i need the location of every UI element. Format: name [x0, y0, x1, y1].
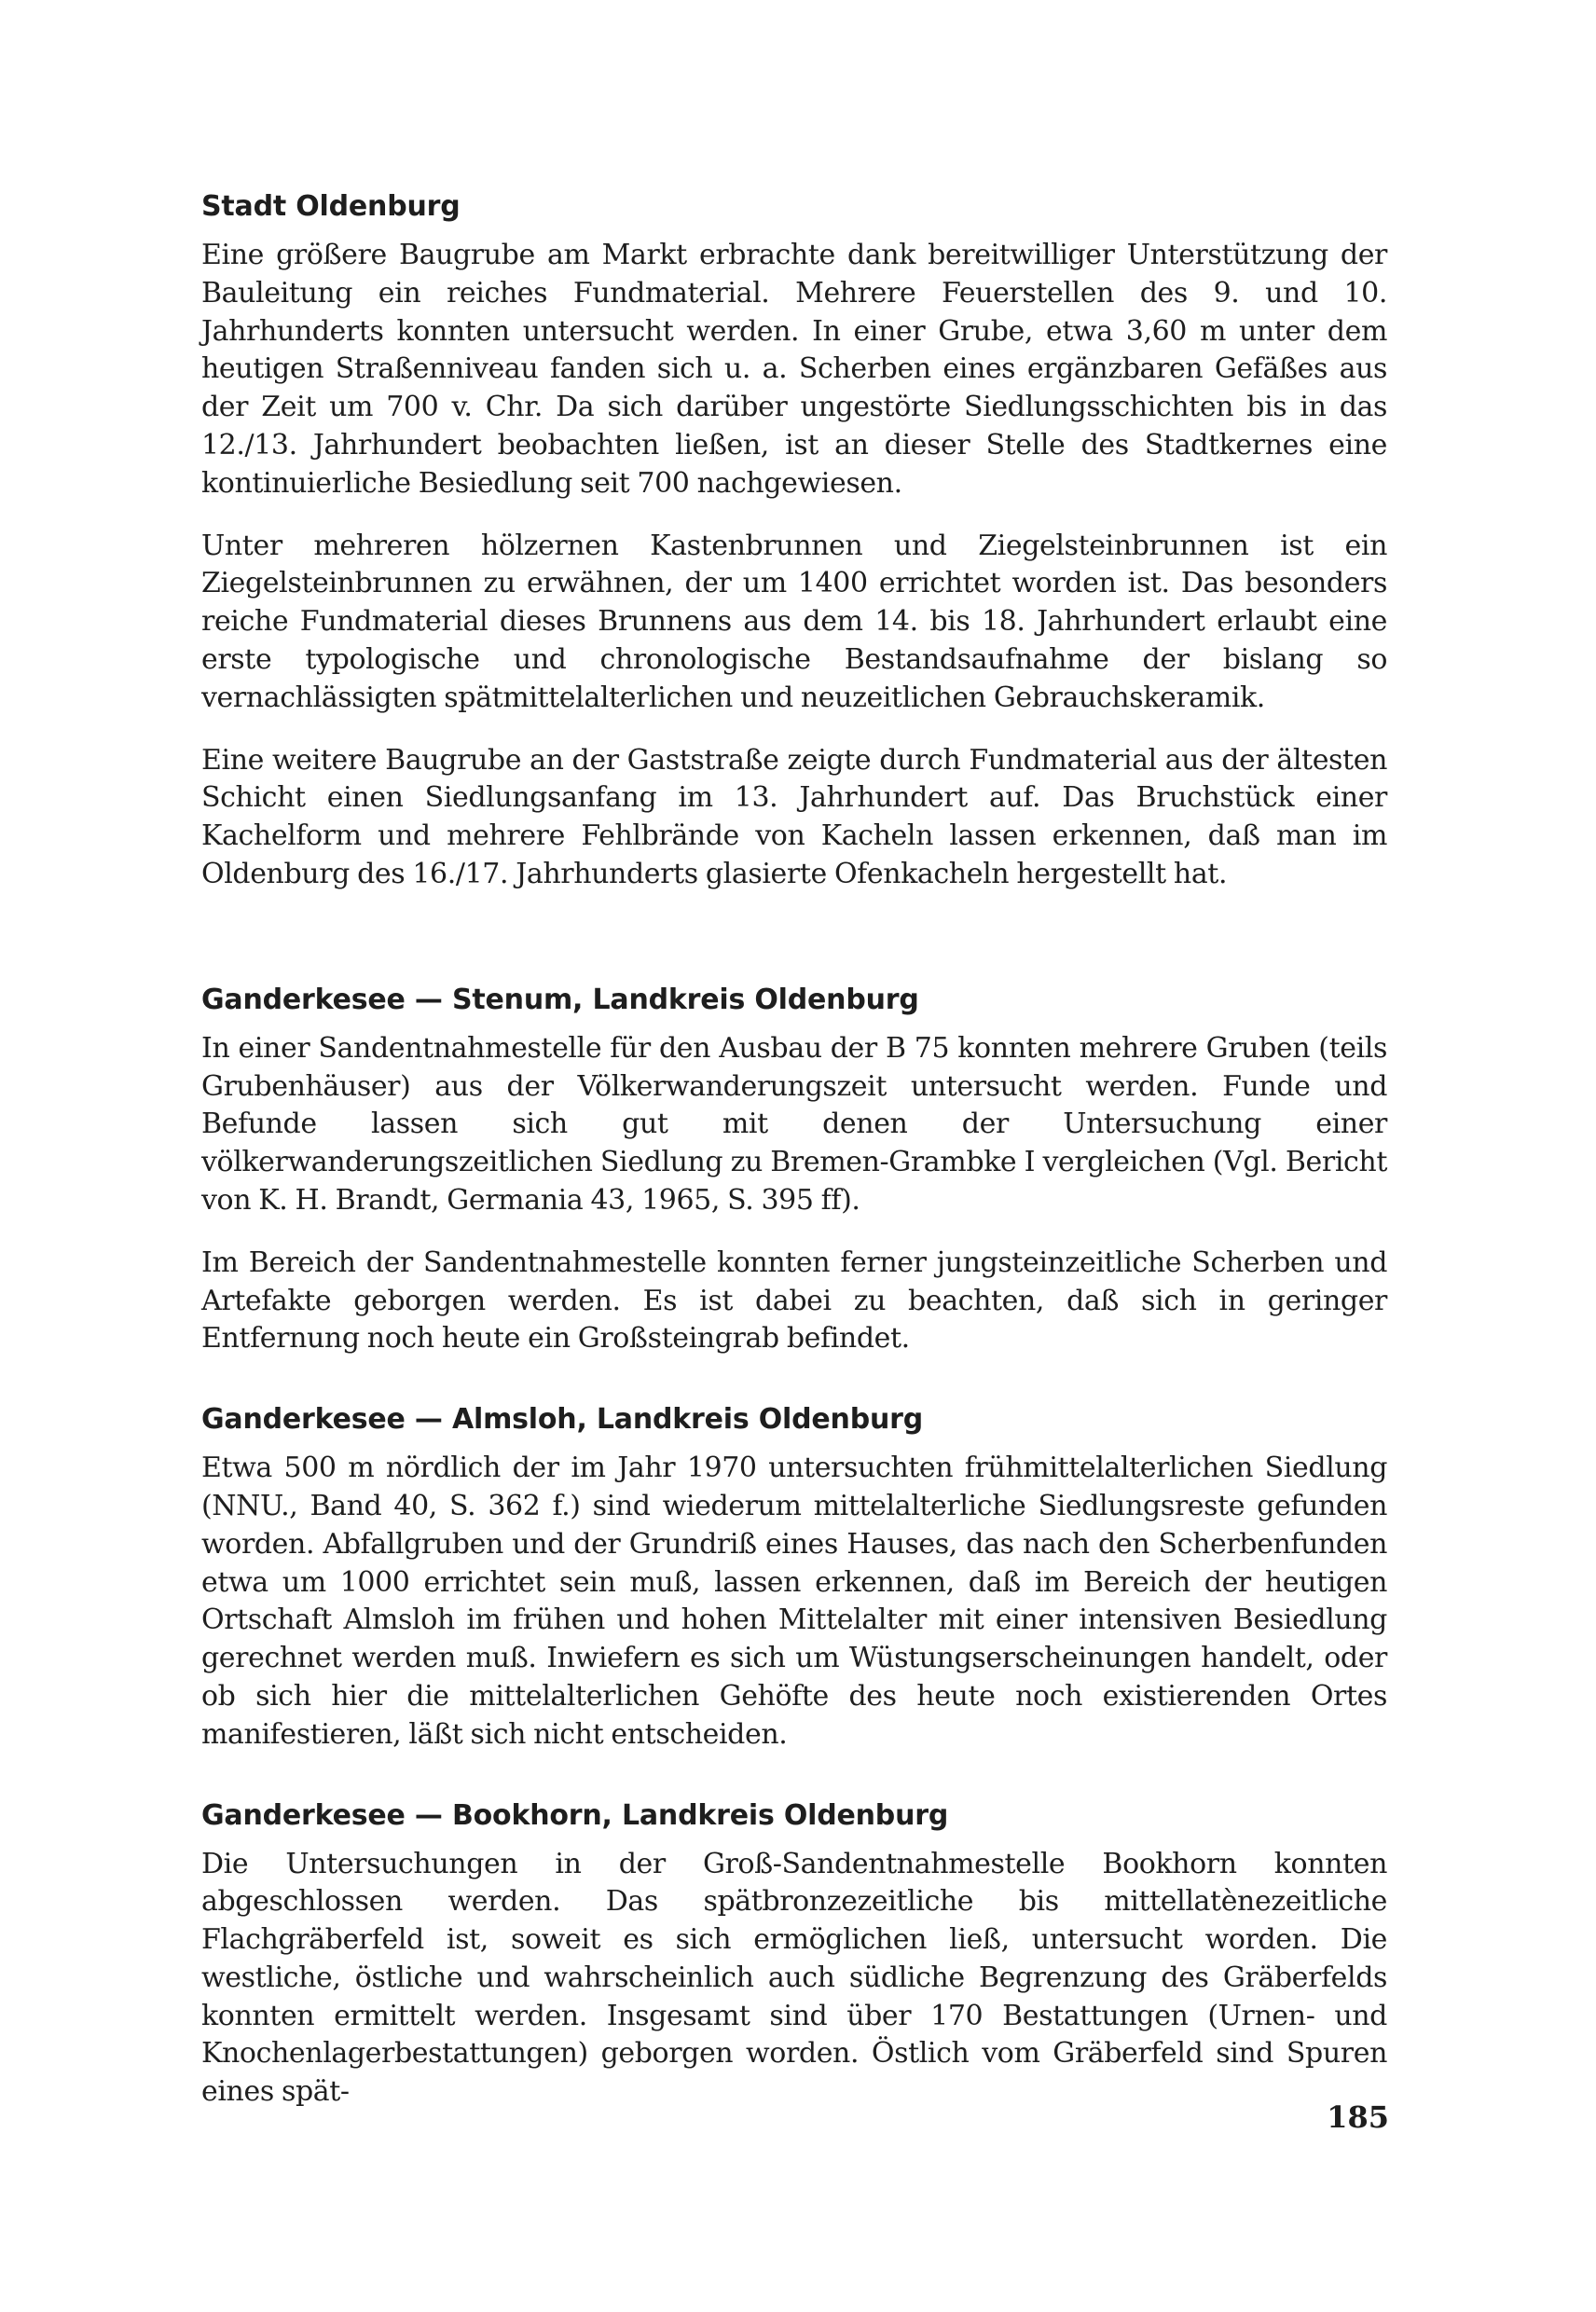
section-heading: Stadt Oldenburg: [201, 190, 461, 223]
paragraph: Etwa 500 m nördlich der im Jahr 1970 untersuchten frühmittelalterlichen Siedlung (NNU., Band 40, S. 362 f.) sind wiederum mittelalterliche Siedlungsreste gefunden worden. Abfallgruben und der Grundriß eines Hauses, das nach den Scherbenfunden etwa um 1000 errichtet sein muß, lassen erkennen, daß im Bereich der heutigen Ortschaft Almsloh im frühen und hohen Mittelalter mit einer intensiven Besiedlung gerechnet werden muß. Inwiefern es sich um Wüstungserscheinungen handelt, oder ob sich hier die mittelalterlichen Gehöfte des heute noch existierenden Ortes manifestieren, läßt sich nicht entscheiden.: [201, 1452, 1387, 1751]
paragraph: In einer Sandentnahmestelle für den Ausbau der B 75 konnten mehrere Gruben (teils Grubenhäuser) aus der Völkerwanderungszeit untersucht werden. Funde und Befunde lassen sich gut mit denen der Untersuchung einer völkerwanderungszeitlichen Siedlung zu Bremen-Grambke I vergleichen (Vgl. Bericht von K. H. Brandt, Germania 43, 1965, S. 395 ff).: [201, 1031, 1387, 1217]
paragraph: Eine weitere Baugrube an der Gaststraße zeigte durch Fundmaterial aus der ältesten Schicht einen Siedlungsanfang im 13. Jahrhundert auf. Das Bruchstück einer Kachelform und mehrere Fehlbrände von Kacheln lassen erkennen, daß man im Oldenburg des 16./17. Jahrhunderts glasierte Ofenkacheln hergestellt hat.: [201, 743, 1387, 890]
section-heading: Ganderkesee — Stenum, Landkreis Oldenburg: [201, 983, 919, 1016]
paragraph: Die Untersuchungen in der Groß-Sandentnahmestelle Bookhorn konnten abgeschlossen werden. Das spätbronzezeitliche bis mittellatènezeitliche Flachgräberfeld ist, soweit es sich ermöglichen ließ, untersucht worden. Die westliche, östliche und wahrscheinlich auch südliche Begrenzung des Gräberfelds konnten ermittelt werden. Insgesamt sind über 170 Bestattungen (Urnen- und Knochenlagerbestattungen) geborgen worden. Östlich vom Gräberfeld sind Spuren eines spät-: [201, 1847, 1387, 2109]
paragraph: Im Bereich der Sandentnahmestelle konnten ferner jungsteinzeitliche Scherben und Artefakte geborgen werden. Es ist dabei zu beachten, daß sich in geringer Entfernung noch heute ein Großsteingrab befindet.: [201, 1245, 1387, 1356]
section-heading: Ganderkesee — Bookhorn, Landkreis Oldenburg: [201, 1798, 949, 1832]
paragraph: Unter mehreren hölzernen Kastenbrunnen und Ziegelsteinbrunnen ist ein Ziegelsteinbrunnen zu erwähnen, der um 1400 errichtet worden ist. Das besonders reiche Fundmaterial dieses Brunnens aus dem 14. bis 18. Jahrhundert erlaubt eine erste typologische und chronologische Bestandsaufnahme der bislang so vernachlässigten spätmittelalterlichen und neuzeitlichen Gebrauchskeramik.: [201, 529, 1387, 714]
section-stadt-oldenburg: [201, 186, 1387, 894]
section-heading: Ganderkesee — Almsloh, Landkreis Oldenburg: [201, 1403, 924, 1437]
section-almsloh: [201, 1399, 1387, 1754]
section-bookhorn: [201, 1796, 1387, 2112]
section-stenum: [201, 980, 1387, 1358]
paragraph: Eine größere Baugrube am Markt erbrachte dank bereitwilliger Unterstützung der Bauleitung ein reiches Fundmaterial. Mehrere Feuerstellen des 9. und 10. Jahrhunderts konnten untersucht werden. In einer Grube, etwa 3,60 m unter dem heutigen Straßenniveau fanden sich u. a. Scherben eines ergänzbaren Gefäßes aus der Zeit um 700 v. Chr. Da sich darüber ungestörte Siedlungsschichten bis in das 12./13. Jahrhundert beobachten ließen, ist an dieser Stelle des Stadtkernes eine kontinuierliche Besiedlung seit 700 nachgewiesen.: [201, 239, 1387, 500]
page-body: [201, 186, 1387, 2112]
page-number: 185: [1327, 2099, 1389, 2135]
